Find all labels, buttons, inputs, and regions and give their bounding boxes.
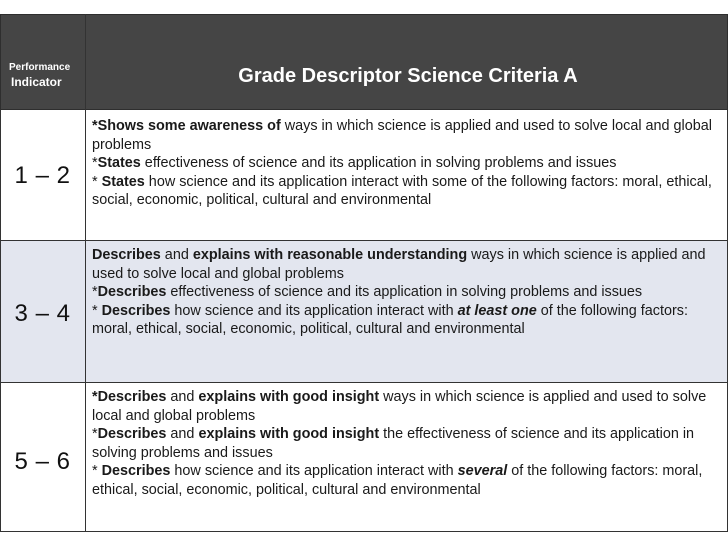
- criteria-line: [92, 246, 722, 283]
- criteria-line: [92, 173, 722, 210]
- criteria-description: [92, 388, 722, 500]
- criteria-line: [92, 388, 722, 425]
- criteria-text: effectiveness of science and its application in solving problems and issues: [166, 284, 643, 301]
- emphasis-text: States: [101, 173, 145, 190]
- criteria-text: and: [166, 389, 199, 405]
- criteria-text: *: [92, 155, 98, 172]
- performance-indicator-header: [1, 62, 86, 90]
- criteria-line: [92, 154, 722, 173]
- criteria-description: [92, 246, 722, 339]
- criteria-text: the effectiveness of science and its application in solving problems and issues: [92, 426, 695, 461]
- criteria-text: how science and its application interact with: [170, 302, 458, 319]
- criteria-text: ways in which science is applied and used to solve local and global problems: [92, 389, 707, 424]
- criteria-description: [92, 117, 722, 210]
- criteria-text: of the following factors: moral, ethical, social, economic, political, cultural and environmental: [92, 302, 688, 338]
- criteria-line: [92, 302, 722, 339]
- grade-range: 3 – 4: [14, 300, 71, 327]
- table-row: [0, 382, 728, 532]
- performance-label: Performance: [9, 62, 71, 73]
- criteria-text: and: [166, 426, 199, 443]
- criteria-text: *: [92, 173, 102, 190]
- table-row: [0, 110, 728, 240]
- emphasis-text: Describes: [97, 284, 167, 301]
- criteria-text: *: [92, 463, 102, 480]
- criteria-line: [92, 462, 722, 499]
- criteria-text: *: [92, 284, 98, 301]
- grade-range: 5 – 6: [14, 448, 71, 475]
- emphasis-text: Describes: [97, 426, 167, 443]
- criteria-text: *: [92, 426, 98, 443]
- emphasis-text: *Describes: [92, 389, 167, 405]
- grade-range: 1 – 2: [14, 162, 71, 189]
- table-row: [0, 240, 728, 382]
- emphasis-text: explains with good insight: [198, 426, 380, 443]
- emphasis-text: *Shows some awareness of: [92, 118, 281, 134]
- criteria-text: how science and its application interact with: [170, 463, 458, 480]
- criteria-text: ways in which science is applied and used to solve local and global problems: [92, 247, 706, 282]
- emphasis-text: explains with reasonable understanding: [192, 247, 468, 263]
- criteria-text: ways in which science is applied and used to solve local and global problems: [92, 118, 712, 153]
- emphasis-text: Describes: [101, 463, 171, 480]
- emphasis-text: at least one: [457, 302, 537, 319]
- row-divider: [0, 382, 728, 383]
- criteria-line: [92, 283, 722, 302]
- emphasis-text: Describes: [101, 302, 171, 319]
- criteria-text: effectiveness of science and its application in solving problems and issues: [140, 155, 617, 172]
- emphasis-text: several: [457, 463, 508, 480]
- criteria-text: how science and its application interact with some of the following factors: moral, ethical, social, economic, political, cultural and environmental: [92, 173, 712, 209]
- criteria-line: [92, 425, 722, 462]
- row-divider: [0, 240, 728, 241]
- table-title: Grade Descriptor Science Criteria A: [238, 65, 578, 87]
- criteria-text: of the following factors: moral, ethical, social, economic, political, cultural and environmental: [92, 463, 703, 498]
- column-divider: [85, 14, 86, 532]
- emphasis-text: explains with good insight: [198, 389, 380, 405]
- indicator-label: Indicator: [11, 75, 62, 89]
- criteria-line: [92, 117, 722, 154]
- table-header: [0, 14, 728, 110]
- emphasis-text: States: [97, 155, 141, 172]
- criteria-text: *: [92, 302, 102, 319]
- criteria-text: and: [160, 247, 193, 263]
- emphasis-text: Describes: [92, 247, 161, 263]
